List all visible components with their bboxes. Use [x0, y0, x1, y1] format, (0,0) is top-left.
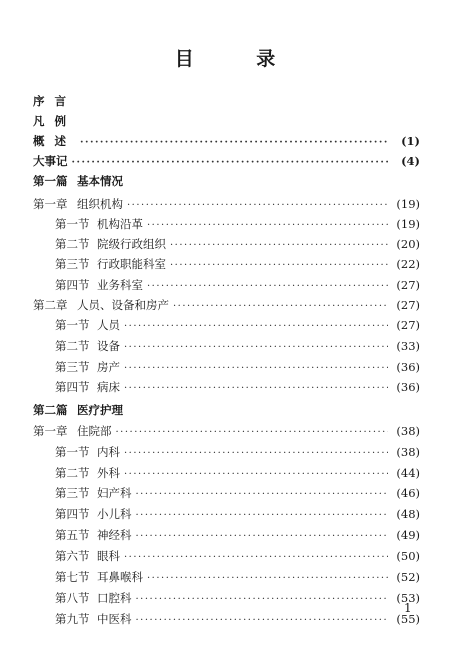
- toc-entry-number: 第三节: [55, 486, 90, 500]
- toc-entry-page: (27): [396, 298, 420, 312]
- toc-entry-label: 房产: [97, 360, 120, 374]
- toc-dot-leader: [136, 612, 389, 630]
- toc-entry[interactable]: [33, 112, 420, 130]
- toc-entry[interactable]: [55, 276, 420, 294]
- toc-entry-label: 行政职能科室: [97, 257, 166, 271]
- toc-entry[interactable]: [33, 92, 420, 110]
- toc-entry-page: (48): [396, 507, 420, 521]
- toc-entry-label: 人员: [97, 318, 120, 332]
- toc-dot-leader: [147, 278, 388, 296]
- toc-entry-label: 设备: [97, 339, 120, 353]
- toc-entry[interactable]: [55, 610, 420, 628]
- toc-entry[interactable]: [55, 316, 420, 334]
- toc-entry-number: 第一节: [55, 318, 90, 332]
- toc-entry-page: (22): [396, 257, 420, 271]
- toc-dot-leader: [72, 154, 389, 172]
- toc-entry-label: 神经科: [97, 528, 132, 542]
- toc-entry-number: 第二节: [55, 237, 90, 251]
- toc-entry-number: 第九节: [55, 612, 90, 626]
- toc-entry-number: 第一章: [33, 424, 68, 438]
- toc-entry-label: 业务科室: [97, 278, 143, 292]
- toc-entry[interactable]: [33, 132, 420, 150]
- toc-entry-page: (33): [396, 339, 420, 353]
- toc-entry-number: 第六节: [55, 549, 90, 563]
- toc-entry[interactable]: [55, 484, 420, 502]
- toc-entry-number: 第三节: [55, 360, 90, 374]
- toc-entry-label: 病床: [97, 380, 120, 394]
- toc-entry-label: 中医科: [97, 612, 132, 626]
- toc-entry-label: 概述: [33, 134, 76, 148]
- toc-entry-page: (38): [396, 445, 420, 459]
- toc-entry-number: 第四节: [55, 380, 90, 394]
- toc-entry-number: 第三节: [55, 257, 90, 271]
- toc-entry-label: 基本情况: [77, 174, 123, 188]
- toc-entry-label: 耳鼻喉科: [97, 570, 143, 584]
- toc-entry-label: 凡例: [33, 114, 76, 128]
- toc-dot-leader: [136, 591, 389, 609]
- toc-dot-leader: [124, 339, 388, 357]
- toc-entry-label: 大事记: [33, 154, 68, 168]
- toc-entry[interactable]: [55, 235, 420, 253]
- toc-entry-page: (1): [401, 134, 420, 148]
- toc-dot-leader: [124, 549, 388, 567]
- toc-entry-page: (52): [396, 570, 420, 584]
- toc-entry[interactable]: [55, 505, 420, 523]
- toc-entry-label: 院级行政组织: [97, 237, 166, 251]
- toc-entry-page: (27): [396, 318, 420, 332]
- toc-entry-number: 第一章: [33, 197, 68, 211]
- toc-dot-leader: [124, 466, 388, 484]
- toc-entry-number: 第二节: [55, 466, 90, 480]
- toc-entry-number: 第四节: [55, 278, 90, 292]
- toc-entry[interactable]: [33, 296, 420, 314]
- toc-entry-label: 医疗护理: [77, 403, 123, 417]
- toc-entry-number: 第一篇: [33, 174, 68, 188]
- toc-entry-number: 第七节: [55, 570, 90, 584]
- toc-entry-page: (20): [396, 237, 420, 251]
- toc-entry-page: (49): [396, 528, 420, 542]
- toc-entry[interactable]: [55, 589, 420, 607]
- toc-entry-label: 妇产科: [97, 486, 132, 500]
- toc-entry-label: 序言: [33, 94, 76, 108]
- toc-entry[interactable]: [55, 378, 420, 396]
- toc-entry[interactable]: [55, 568, 420, 586]
- toc-entry-page: (36): [396, 380, 420, 394]
- toc-entry-number: 第二节: [55, 339, 90, 353]
- toc-entry-number: 第五节: [55, 528, 90, 542]
- toc-entry-page: (4): [401, 154, 420, 168]
- toc-dot-leader: [124, 445, 388, 463]
- toc-entry-page: (50): [396, 549, 420, 563]
- toc-entry-number: 第一节: [55, 445, 90, 459]
- toc-dot-leader: [124, 318, 388, 336]
- toc-entry-number: 第二篇: [33, 403, 68, 417]
- toc-entry-label: 小儿科: [97, 507, 132, 521]
- toc-dot-leader: [136, 507, 389, 525]
- toc-entry-page: (55): [396, 612, 420, 626]
- toc-entry-page: (36): [396, 360, 420, 374]
- toc-entry-page: (19): [396, 217, 420, 231]
- toc-entry[interactable]: [55, 547, 420, 565]
- toc-dot-leader: [147, 217, 388, 235]
- toc-dot-leader: [136, 486, 389, 504]
- toc-entry-label: 口腔科: [97, 591, 132, 605]
- toc-entry-label: 人员、设备和房产: [77, 298, 169, 312]
- page-title: 目 录: [174, 48, 304, 70]
- toc-entry[interactable]: [33, 195, 420, 213]
- toc-entry-label: 机构沿革: [97, 217, 143, 231]
- toc-entry[interactable]: [55, 337, 420, 355]
- toc-entry-page: (53): [396, 591, 420, 605]
- toc-dot-leader: [136, 528, 389, 546]
- toc-entry-page: (19): [396, 197, 420, 211]
- toc-dot-leader: [80, 134, 388, 152]
- toc-dot-leader: [170, 237, 388, 255]
- toc-entry[interactable]: [33, 172, 420, 190]
- toc-dot-leader: [147, 570, 388, 588]
- toc-entry[interactable]: [55, 215, 420, 233]
- toc-dot-leader: [116, 424, 389, 442]
- toc-entry[interactable]: [55, 358, 420, 376]
- toc-entry[interactable]: [55, 464, 420, 482]
- toc-entry[interactable]: [55, 526, 420, 544]
- toc-entry[interactable]: [33, 422, 420, 440]
- toc-entry-label: 内科: [97, 445, 120, 459]
- toc-entry-label: 眼科: [97, 549, 120, 563]
- toc-dot-leader: [173, 298, 388, 316]
- toc-entry-number: 第四节: [55, 507, 90, 521]
- page-number: 1: [404, 601, 412, 615]
- toc-entry[interactable]: [33, 152, 420, 170]
- toc-entry-label: 外科: [97, 466, 120, 480]
- toc-entry-number: 第二章: [33, 298, 68, 312]
- toc-entry-page: (27): [396, 278, 420, 292]
- toc-entry[interactable]: [33, 401, 420, 419]
- toc-entry-page: (46): [396, 486, 420, 500]
- toc-dot-leader: [170, 257, 388, 275]
- toc-dot-leader: [124, 360, 388, 378]
- toc-entry[interactable]: [55, 443, 420, 461]
- toc-entry[interactable]: [55, 255, 420, 273]
- toc-dot-leader: [127, 197, 388, 215]
- toc-dot-leader: [124, 380, 388, 398]
- toc-entry-number: 第一节: [55, 217, 90, 231]
- toc-entry-page: (44): [396, 466, 420, 480]
- toc-entry-label: 住院部: [77, 424, 112, 438]
- toc-entry-page: (38): [396, 424, 420, 438]
- toc-entry-label: 组织机构: [77, 197, 123, 211]
- toc-entry-number: 第八节: [55, 591, 90, 605]
